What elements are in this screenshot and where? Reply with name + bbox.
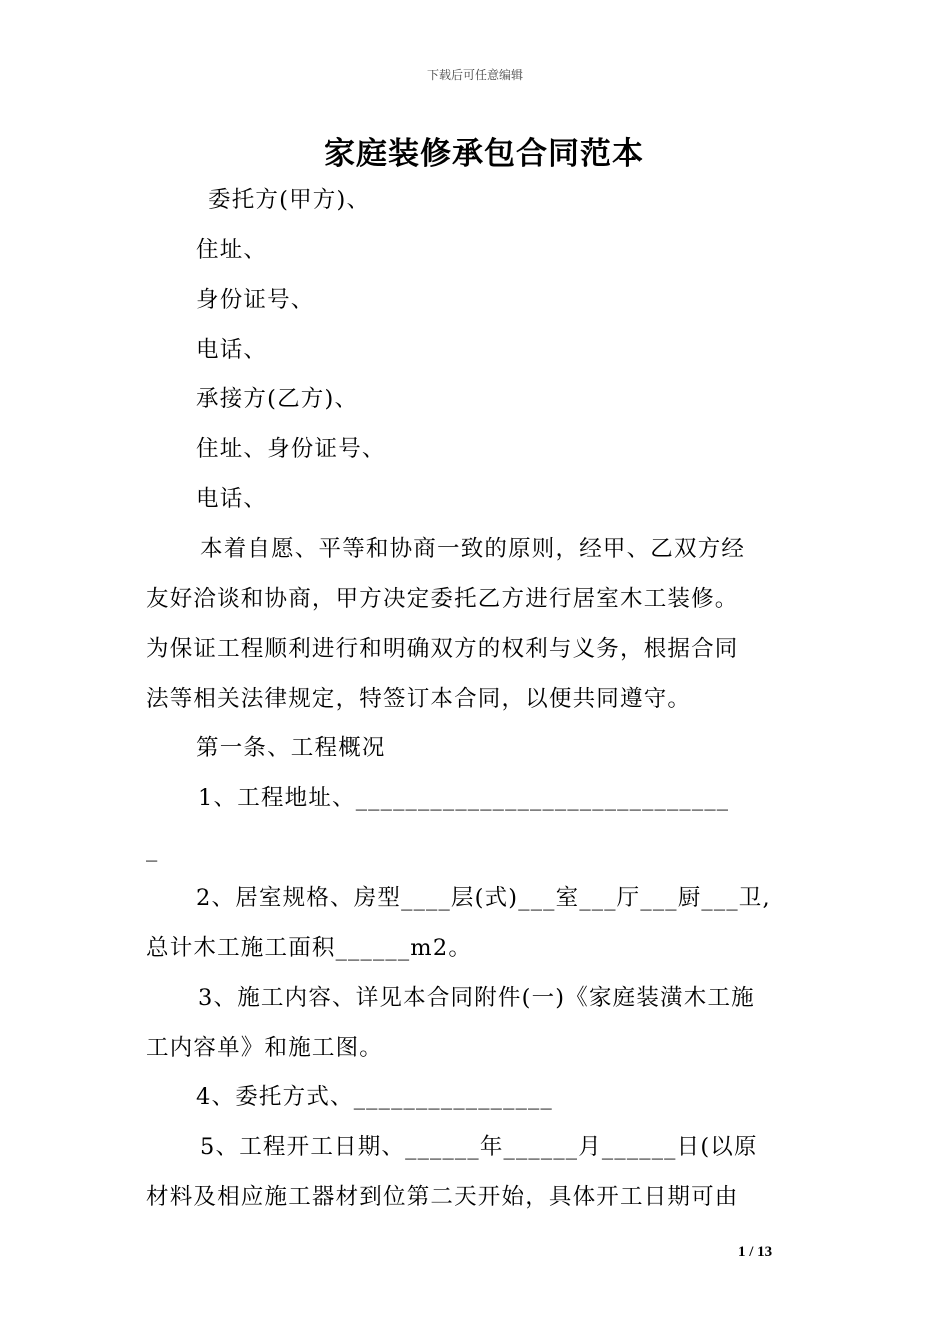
item-1-address: 1、工程地址、______________________________ (198, 785, 730, 811)
item-2-continuation: 总计木工施工面积______m2。 (146, 935, 473, 961)
item-1-continuation: _ (146, 836, 159, 862)
party-a-address-label: 住址、 (196, 237, 268, 263)
item-2-room-spec: 2、居室规格、房型____层(式)___室___厅___厨___卫, (196, 885, 771, 911)
party-b-phone-label: 电话、 (196, 486, 268, 512)
party-b-address-id-label: 住址、身份证号、 (196, 436, 386, 462)
document-title: 家庭装修承包合同范本 (324, 136, 644, 172)
article-1-heading: 第一条、工程概况 (196, 735, 386, 761)
intro-line: 本着自愿、平等和协商一致的原则，经甲、乙双方经 (200, 536, 746, 562)
intro-line: 友好洽谈和协商，甲方决定委托乙方进行居室木工装修。 (146, 586, 739, 612)
intro-line: 为保证工程顺利进行和明确双方的权利与义务，根据合同 (146, 636, 739, 662)
item-3-continuation: 工内容单》和施工图。 (146, 1035, 384, 1061)
party-a-label: 委托方(甲方)、 (208, 187, 371, 213)
party-a-phone-label: 电话、 (196, 337, 268, 363)
item-5-continuation: 材料及相应施工器材到位第二天开始，具体开工日期可由 (146, 1184, 739, 1210)
item-3-scope: 3、施工内容、详见本合同附件(一)《家庭装潢木工施 (198, 985, 755, 1011)
intro-line: 法等相关法律规定，特签订本合同，以便共同遵守。 (146, 686, 692, 712)
party-a-id-label: 身份证号、 (196, 287, 315, 313)
item-4-method: 4、委托方式、________________ (196, 1084, 553, 1110)
header-note: 下载后可任意编辑 (426, 68, 523, 82)
party-b-label: 承接方(乙方)、 (196, 386, 359, 412)
page-number: 1 / 13 (738, 1244, 773, 1260)
item-5-start-date: 5、工程开工日期、______年______月______日(以原 (200, 1134, 758, 1160)
